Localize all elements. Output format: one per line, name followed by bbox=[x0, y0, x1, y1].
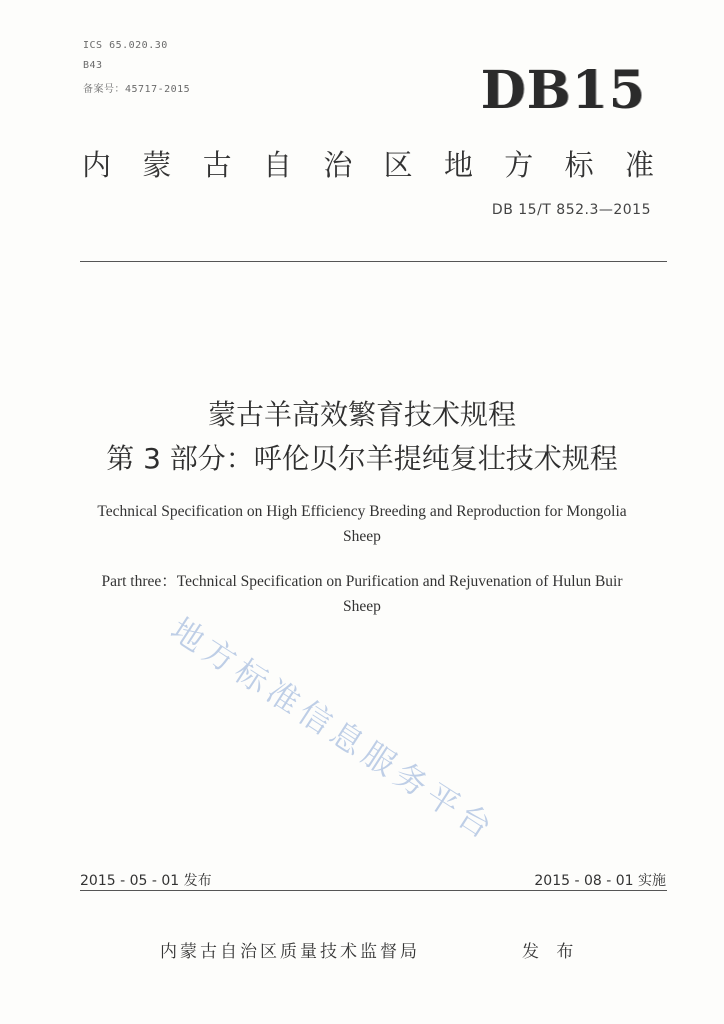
chinese-title-line-1: 蒙古羊高效繁育技术规程 bbox=[207, 398, 516, 431]
header-divider bbox=[80, 261, 667, 262]
record-number: 备案号：45717-2015 bbox=[83, 84, 191, 95]
authority-char: 内 bbox=[82, 148, 112, 182]
standard-number: DB 15/T 852.3—2015 bbox=[491, 202, 651, 218]
english-title-line-2: Sheep bbox=[343, 528, 381, 545]
authority-char: 区 bbox=[383, 148, 413, 182]
chinese-title-line-2: 第 3 部分：呼伦贝尔羊提纯复壮技术规程 bbox=[106, 442, 618, 475]
authority-char: 自 bbox=[262, 148, 292, 182]
authority-char: 方 bbox=[504, 148, 534, 182]
english-subtitle-line-2: Sheep bbox=[343, 598, 381, 615]
ics-code: ICS 65.020.30 bbox=[83, 40, 168, 51]
classification-code: B43 bbox=[83, 60, 103, 71]
authority-char: 标 bbox=[564, 148, 594, 182]
authority-char: 治 bbox=[323, 148, 353, 182]
watermark: 地方标准信息服务平台 bbox=[164, 610, 504, 849]
authority-char: 古 bbox=[202, 148, 232, 182]
footer-divider bbox=[80, 890, 667, 891]
implementation-date: 2015 - 08 - 01 实施 bbox=[534, 873, 666, 889]
db15-logo: DB15 bbox=[480, 60, 646, 121]
authority-char: 蒙 bbox=[142, 148, 172, 182]
standard-authority-heading bbox=[82, 143, 654, 184]
authority-char: 准 bbox=[624, 148, 654, 182]
publish-date: 2015 - 05 - 01 发布 bbox=[80, 873, 212, 889]
issuing-authority: 内蒙古自治区质量技术监督局 bbox=[160, 942, 420, 962]
english-title-line-1: Technical Specification on High Efficiency Breeding and Reproduction for Mongolia bbox=[97, 503, 627, 520]
authority-char: 地 bbox=[443, 148, 473, 182]
english-subtitle-line-1: Part three：Technical Specification on Purification and Rejuvenation of Hulun Buir bbox=[101, 573, 623, 590]
issue-label: 发 布 bbox=[522, 942, 580, 962]
